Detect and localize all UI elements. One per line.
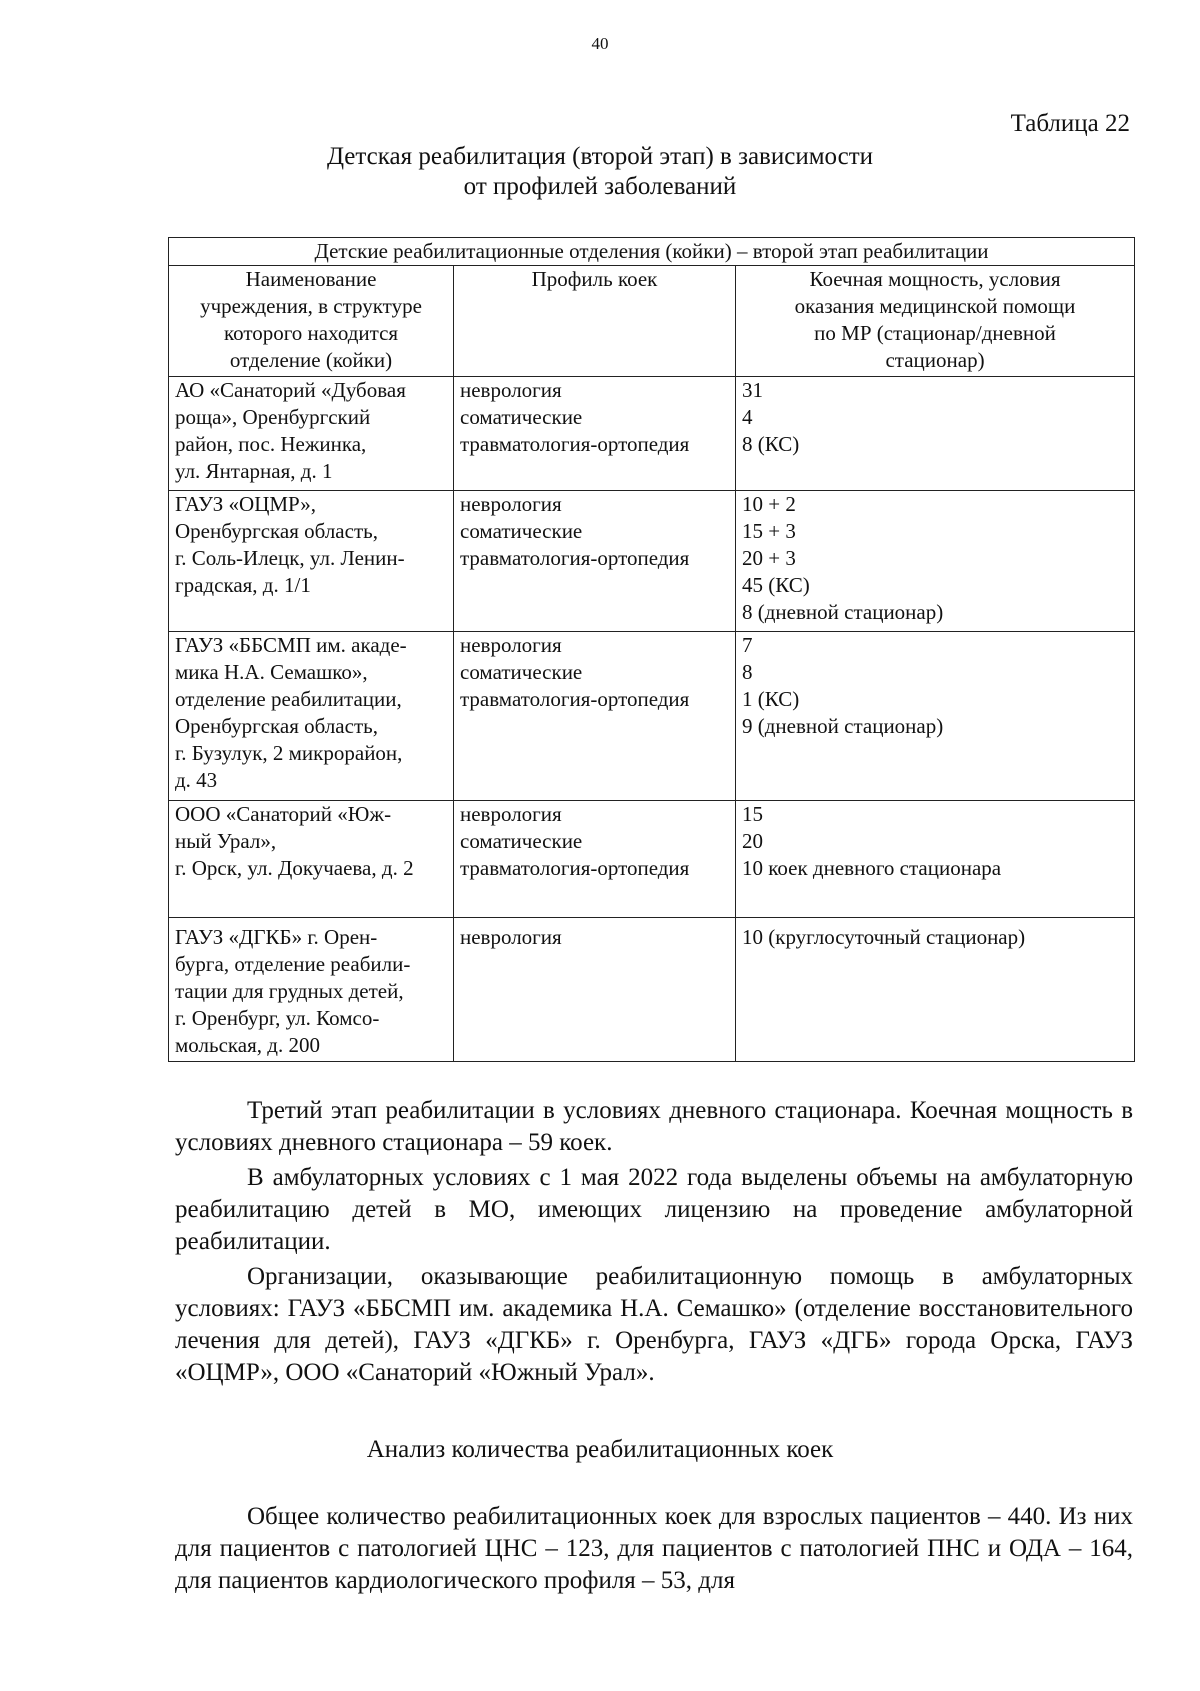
table-header-row [169,266,1135,377]
cell-line: 8 [742,660,753,684]
header-line: Коечная мощность, условия [809,267,1061,291]
header-line: учреждения, в структуре [200,294,422,318]
cell-line: неврология [460,378,562,402]
page-number: 40 [591,34,609,53]
profile-cell [454,377,736,491]
header-line: которого находится [223,321,399,345]
column-header-profile [454,266,736,377]
capacity-cell [736,377,1135,491]
cell-line: г. Орск, ул. Докучаева, д. 2 [175,856,414,880]
cell-line: травматология-ортопедия [460,687,690,711]
cell-line: соматические [460,405,583,429]
cell-line: соматические [460,519,583,543]
cell-line: градская, д. 1/1 [175,573,311,597]
body-text-block [175,1095,1133,1389]
cell-line: мика Н.А. Семашко», [175,660,368,684]
institution-cell [169,632,454,801]
cell-line: неврология [460,492,562,516]
profile-cell [454,918,736,1062]
table-span-header-row [169,238,1135,266]
cell-line: неврология [460,925,562,949]
header-line: по МР (стационар/дневной [814,321,1056,345]
cell-line: тации для грудных детей, [175,979,404,1003]
institution-cell [169,491,454,632]
table-title [0,142,1200,202]
header-line: оказания медицинской помощи [794,294,1076,318]
cell-line: ный Урал», [175,829,277,853]
header-line: стационар) [885,348,985,372]
cell-line: ГАУЗ «ОЦМР», [175,492,316,516]
cell-line: 31 [742,378,763,402]
cell-line: Оренбургская область, [175,519,378,543]
cell-line: травматология-ортопедия [460,856,690,880]
table-title-line: Детская реабилитация (второй этап) в зависимости [326,143,874,170]
cell-line: д. 43 [175,768,218,792]
cell-line: г. Соль-Илецк, ул. Ленин- [175,546,405,570]
profile-cell [454,801,736,918]
cell-line: соматические [460,829,583,853]
table-row [169,491,1135,632]
profile-cell [454,632,736,801]
cell-line: 15 [742,802,763,826]
cell-line: соматические [460,660,583,684]
body-text-block [175,1501,1133,1597]
cell-line: неврология [460,633,562,657]
cell-line: г. Бузулук, 2 микрорайон, [175,741,403,765]
cell-line: 1 (КС) [742,687,800,711]
paragraph: Третий этап реабилитации в условиях дневного стационара. Коечная мощность в условиях дневного стационара – 59 коек. [175,1097,1133,1156]
table-label: Таблица 22 [1010,110,1130,137]
institution-cell [169,918,454,1062]
paragraph: Общее количество реабилитационных коек для взрослых пациентов – 440. Из них для пациентов с патологией ЦНС – 123, для пациентов с патологией ПНС и ОДА – 164, для пациентов кардиологического профиля – 53, для [175,1503,1133,1594]
cell-line: 45 (КС) [742,573,810,597]
paragraph: Организации, оказывающие реабилитационную помощь в амбулаторных условиях: ГАУЗ «ББСМП им. академика Н.А. Семашко» (отделение восстановительного лечения для детей), ГАУЗ «ДГКБ» г. Оренбурга, ГАУЗ «ДГБ» города Орска, ГАУЗ «ОЦМР», ООО «Санаторий «Южный Урал». [175,1263,1133,1386]
cell-line: травматология-ортопедия [460,546,690,570]
institution-cell [169,801,454,918]
cell-line: ГАУЗ «ДГКБ» г. Орен- [175,925,378,949]
cell-line: 8 (дневной стационар) [742,600,944,624]
paragraph: В амбулаторных условиях с 1 мая 2022 года выделены объемы на амбулаторную реабилитацию детей в МО, имеющих лицензию на проведение амбулаторной реабилитации. [175,1164,1133,1255]
table-title-line: от профилей заболеваний [463,173,737,200]
cell-line: 20 [742,829,763,853]
cell-line: 4 [742,405,753,429]
cell-line: 10 коек дневного стационара [742,856,1002,880]
cell-line: отделение реабилитации, [175,687,402,711]
table-row [169,377,1135,491]
cell-line: бурга, отделение реабили- [175,952,411,976]
cell-line: ООО «Санаторий «Юж- [175,802,392,826]
cell-line: 10 (круглосуточный стационар) [742,925,1026,949]
cell-line: г. Оренбург, ул. Комсо- [175,1006,380,1030]
capacity-cell [736,632,1135,801]
section-heading: Анализ количества реабилитационных коек [366,1436,834,1463]
cell-line: ГАУЗ «ББСМП им. акаде- [175,633,407,657]
cell-line: 7 [742,633,753,657]
table-row [169,632,1135,801]
cell-line: травматология-ортопедия [460,432,690,456]
header-line: Профиль коек [531,267,658,291]
cell-line: Оренбургская область, [175,714,378,738]
capacity-cell [736,801,1135,918]
table-span-header: Детские реабилитационные отделения (койки) – второй этап реабилитации [169,238,1135,266]
cell-line: район, пос. Нежинка, [175,432,367,456]
cell-line: неврология [460,802,562,826]
cell-line: мольская, д. 200 [175,1033,320,1057]
institution-cell [169,377,454,491]
cell-line: ул. Янтарная, д. 1 [175,459,333,483]
rehab-beds-table [168,237,1135,1062]
cell-line: 20 + 3 [742,546,796,570]
capacity-cell [736,491,1135,632]
header-line: Наименование [245,267,377,291]
header-line: отделение (койки) [229,348,393,372]
cell-line: 10 + 2 [742,492,796,516]
cell-line: 9 (дневной стационар) [742,714,944,738]
profile-cell [454,491,736,632]
column-header-capacity [736,266,1135,377]
cell-line: 8 (КС) [742,432,800,456]
column-header-institution [169,266,454,377]
table-row [169,801,1135,918]
cell-line: 15 + 3 [742,519,796,543]
cell-line: роща», Оренбургский [175,405,371,429]
table-row [169,918,1135,1062]
capacity-cell [736,918,1135,1062]
cell-line: АО «Санаторий «Дубовая [175,378,406,402]
